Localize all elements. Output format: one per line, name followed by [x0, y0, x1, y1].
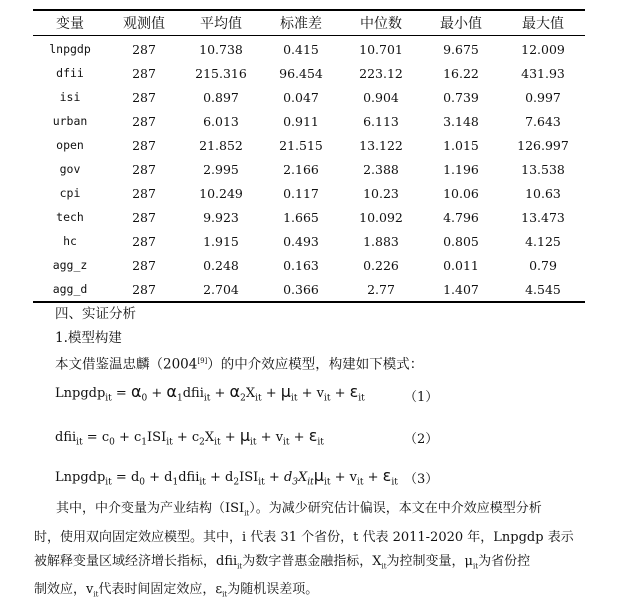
equation-lhs: dfii: [55, 430, 77, 445]
equation-3: Lnpgdp$_{it}$ = $d_0$ + $d_1dfii_{it} + d_2ISI_{it} + d_3X_{it}\mu_{it} + v_{it} + \varepsilon_{it}$: [55, 466, 398, 488]
value-cell: 96.454: [279, 65, 323, 81]
equation-number: （3）: [404, 472, 439, 487]
value-cell: 2.388: [363, 161, 399, 177]
variable-name-cell: agg_d: [52, 282, 88, 296]
value-cell: 0.163: [283, 257, 319, 273]
equation-2: dfii$_{it}$ = $c_0 + c_1ISI_{it} + c_2X_{it} + \mu_{it} + v_{it} + \varepsilon_{it}$: [55, 426, 324, 448]
table-row: [33, 205, 585, 229]
value-cell: 1.015: [443, 137, 479, 153]
variable-name-cell: agg_z: [52, 258, 88, 272]
table-row: [33, 229, 585, 253]
value-cell: 4.796: [443, 209, 479, 225]
value-cell: 4.545: [525, 281, 561, 297]
value-cell: 0.226: [363, 257, 399, 273]
value-cell: 1.196: [443, 161, 479, 177]
value-cell: 287: [132, 137, 156, 153]
value-cell: 0.904: [363, 89, 399, 105]
table-header-rule: [33, 35, 585, 36]
value-cell: 2.704: [203, 281, 239, 297]
value-cell: 6.013: [203, 113, 239, 129]
value-cell: 1.883: [363, 233, 399, 249]
paragraph-line: [34, 497, 590, 526]
value-cell: 2.166: [283, 161, 319, 177]
value-cell: 287: [132, 257, 156, 273]
variable-name-cell: isi: [59, 90, 81, 104]
variable-name-cell: dfii: [56, 66, 84, 80]
table-row: [33, 181, 585, 205]
value-cell: 0.739: [443, 89, 479, 105]
header-cell: 标准差: [280, 16, 322, 32]
value-cell: 9.923: [203, 209, 239, 225]
variable-name-cell: hc: [63, 234, 77, 248]
text-run: 代表时间固定效应，ε: [98, 582, 223, 598]
subscript: it: [93, 590, 99, 599]
equation-lhs: Lnpgdp: [55, 470, 106, 485]
value-cell: 287: [132, 41, 156, 57]
table-row: [33, 85, 585, 109]
table-row: [33, 253, 585, 277]
value-cell: 0.805: [443, 233, 479, 249]
subscript: it: [237, 562, 243, 571]
value-cell: 0.911: [283, 113, 319, 129]
table-row: [33, 109, 585, 133]
value-cell: 13.538: [521, 161, 565, 177]
value-cell: 0.493: [283, 233, 319, 249]
value-cell: 1.665: [283, 209, 319, 225]
value-cell: 0.415: [283, 41, 319, 57]
subscript: it: [222, 590, 228, 599]
value-cell: 215.316: [195, 65, 247, 81]
equation-1: Lnpgdp$_{it}$ = $\alpha_0$ + $\alpha_1dfii_{it} + \alpha_2X_{it} + \mu_{it} + v_{it} + \varepsilon_{it}$: [55, 382, 365, 404]
value-cell: 13.122: [359, 137, 403, 153]
intro-text-part: 本文借鉴温忠麟（2004: [55, 356, 198, 373]
value-cell: 12.009: [521, 41, 565, 57]
value-cell: 3.148: [443, 113, 479, 129]
value-cell: 10.63: [525, 185, 561, 201]
variable-name-cell: urban: [52, 114, 88, 128]
header-cell: 最大值: [522, 16, 564, 32]
value-cell: 9.675: [443, 41, 479, 57]
variable-name-cell: lnpgdp: [49, 42, 91, 56]
value-cell: 2.77: [367, 281, 395, 297]
header-cell: 中位数: [360, 16, 402, 32]
value-cell: 0.117: [283, 185, 319, 201]
value-cell: 13.473: [521, 209, 565, 225]
value-cell: 4.125: [525, 233, 561, 249]
subsection-heading: 1.模型构建: [55, 330, 122, 346]
table-row: [33, 277, 585, 301]
paragraph-line: [34, 550, 590, 579]
value-cell: 16.22: [443, 65, 479, 81]
value-cell: 2.995: [203, 161, 239, 177]
value-cell: 1.915: [203, 233, 239, 249]
text-run: 为省份控: [478, 553, 531, 569]
variable-name-cell: tech: [56, 210, 84, 224]
equation-number: （2）: [404, 432, 439, 447]
text-run: 其中，中介变量为产业结构（ISI: [56, 501, 245, 516]
subscript: it: [244, 509, 250, 518]
value-cell: 431.93: [521, 65, 565, 81]
equation-lhs: Lnpgdp: [55, 386, 106, 401]
value-cell: 287: [132, 185, 156, 201]
value-cell: 10.23: [363, 185, 399, 201]
subscript: it: [381, 562, 387, 571]
value-cell: 287: [132, 209, 156, 225]
header-cell: 观测值: [123, 16, 165, 32]
header-cell: 变量: [56, 16, 84, 32]
section-heading: 四、实证分析: [55, 306, 136, 322]
text-run: 为控制变量，μ: [386, 553, 473, 569]
value-cell: 0.248: [203, 257, 239, 273]
value-cell: 7.643: [525, 113, 561, 129]
text-run: 为数字普惠金融指标，X: [242, 553, 382, 569]
header-cell: 最小值: [440, 16, 482, 32]
value-cell: 126.997: [517, 137, 569, 153]
value-cell: 0.047: [283, 89, 319, 105]
value-cell: 0.011: [443, 257, 479, 273]
table-row: [33, 37, 585, 61]
value-cell: 287: [132, 89, 156, 105]
table-row: [33, 133, 585, 157]
variable-name-cell: gov: [59, 162, 81, 176]
value-cell: 10.06: [443, 185, 479, 201]
text-run: 为随机误差项。: [227, 582, 319, 598]
text-run: 被解释变量区域经济增长指标，dfii: [34, 553, 238, 569]
paragraph-line: [34, 578, 590, 607]
value-cell: 287: [132, 281, 156, 297]
equation-number: （1）: [404, 390, 439, 405]
table-header-row: [33, 11, 585, 35]
text-run: 制效应，v: [34, 582, 94, 598]
table-row: [33, 61, 585, 85]
explanation-paragraph: [34, 497, 590, 607]
value-cell: 6.113: [363, 113, 399, 129]
value-cell: 1.407: [443, 281, 479, 297]
variable-name-cell: cpi: [59, 186, 81, 200]
value-cell: 21.852: [199, 137, 243, 153]
value-cell: 0.366: [283, 281, 319, 297]
intro-text-part: ）的中介效应模型，构建如下模式：: [207, 356, 424, 373]
paragraph-line: 时，使用双向固定效应模型。其中，i 代表 31 个省份，t 代表 2011-2020 年，Lnpgdp 表示: [34, 529, 574, 545]
citation-ref: [9]: [197, 357, 208, 365]
variable-name-cell: open: [56, 138, 84, 152]
value-cell: 10.249: [199, 185, 243, 201]
value-cell: 10.092: [359, 209, 403, 225]
value-cell: 0.897: [203, 89, 239, 105]
value-cell: 287: [132, 65, 156, 81]
value-cell: 0.997: [525, 89, 561, 105]
subscript: it: [473, 562, 479, 571]
table-row: [33, 157, 585, 181]
value-cell: 287: [132, 161, 156, 177]
value-cell: 287: [132, 233, 156, 249]
intro-text: [55, 350, 595, 376]
value-cell: 10.701: [359, 41, 403, 57]
value-cell: 223.12: [359, 65, 403, 81]
header-cell: 平均值: [200, 16, 242, 32]
value-cell: 10.738: [199, 41, 243, 57]
value-cell: 287: [132, 113, 156, 129]
value-cell: 0.79: [529, 257, 557, 273]
text-run: ）。为减少研究估计偏误，本文在中介效应模型分析: [249, 501, 542, 516]
value-cell: 21.515: [279, 137, 323, 153]
